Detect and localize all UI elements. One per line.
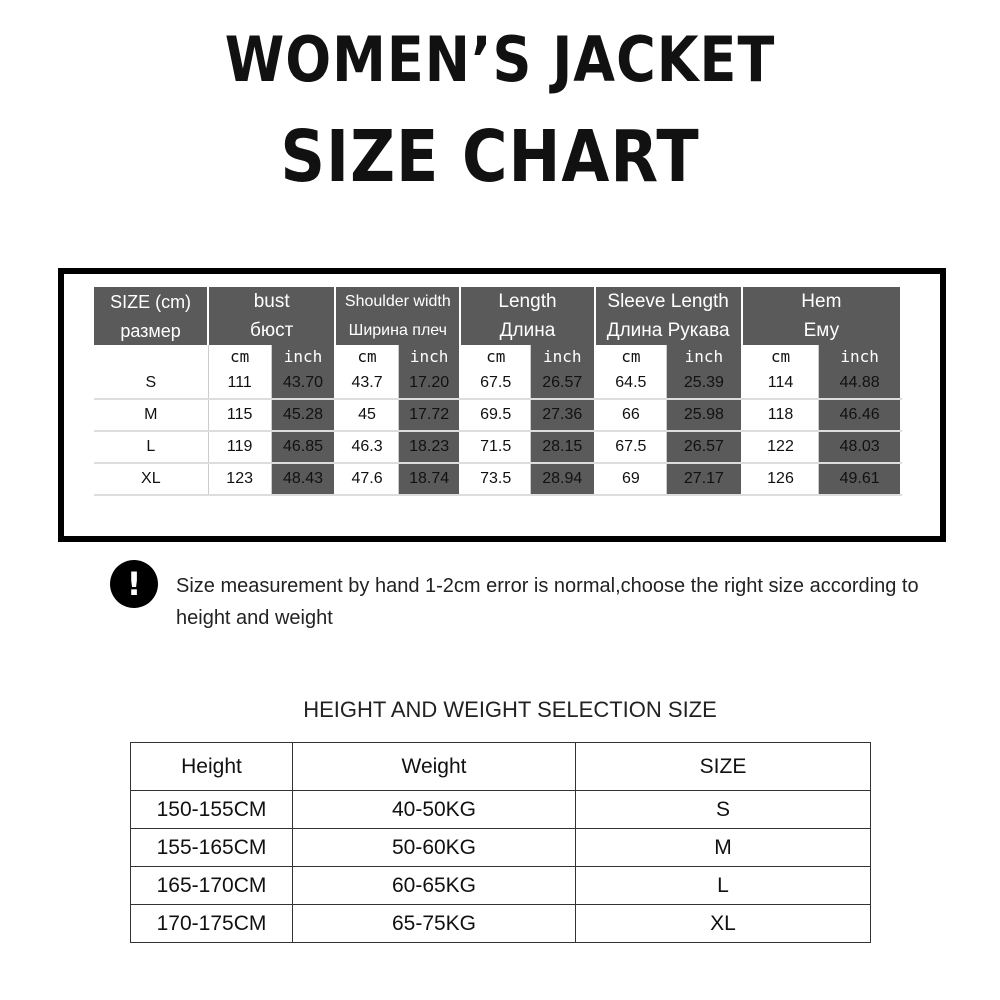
length-inch-cell: 28.94 — [530, 463, 594, 495]
header-length: Length — [460, 287, 594, 317]
unit-inch: inch — [271, 345, 335, 367]
hem-inch-cell: 46.46 — [819, 399, 901, 431]
hem-cm-cell: 122 — [742, 431, 819, 463]
header-hem-ru: Ему — [742, 317, 901, 345]
header-length-ru: Длина — [460, 317, 594, 345]
unit-inch: inch — [398, 345, 460, 367]
shoulder-inch-cell: 17.20 — [398, 367, 460, 399]
table-row — [131, 867, 871, 905]
header-row-ru — [94, 317, 901, 345]
length-cm-cell: 71.5 — [460, 431, 530, 463]
hem-cm-cell: 118 — [742, 399, 819, 431]
height-cell: 155-165CM — [131, 829, 293, 867]
shoulder-inch-cell: 18.74 — [398, 463, 460, 495]
header-hem: Hem — [742, 287, 901, 317]
unit-inch: inch — [819, 345, 901, 367]
shoulder-cm-cell: 45 — [335, 399, 398, 431]
unit-inch: inch — [667, 345, 742, 367]
shoulder-cm-cell: 43.7 — [335, 367, 398, 399]
sleeve-inch-cell: 26.57 — [667, 431, 742, 463]
unit-cm: cm — [208, 345, 271, 367]
length-inch-cell: 28.15 — [530, 431, 594, 463]
bust-cm-cell: 115 — [208, 399, 271, 431]
sleeve-inch-cell: 25.39 — [667, 367, 742, 399]
length-inch-cell: 27.36 — [530, 399, 594, 431]
hw-header-row — [131, 743, 871, 791]
size-cell: S — [576, 791, 871, 829]
table-row — [131, 905, 871, 943]
unit-cm: cm — [335, 345, 398, 367]
hem-inch-cell: 44.88 — [819, 367, 901, 399]
table-row — [94, 463, 901, 495]
weight-cell: 60-65KG — [293, 867, 576, 905]
bust-cm-cell: 111 — [208, 367, 271, 399]
length-inch-cell: 26.57 — [530, 367, 594, 399]
sleeve-cm-cell: 64.5 — [595, 367, 667, 399]
bust-inch-cell: 48.43 — [271, 463, 335, 495]
hem-cm-cell: 126 — [742, 463, 819, 495]
header-shoulder: Shoulder width — [335, 287, 460, 317]
size-cell: L — [576, 867, 871, 905]
unit-cm: cm — [742, 345, 819, 367]
height-cell: 165-170CM — [131, 867, 293, 905]
sleeve-cm-cell: 67.5 — [595, 431, 667, 463]
header-row-en — [94, 287, 901, 317]
table-row — [131, 829, 871, 867]
table-row — [131, 791, 871, 829]
sleeve-inch-cell: 25.98 — [667, 399, 742, 431]
weight-cell: 40-50KG — [293, 791, 576, 829]
header-sleeve: Sleeve Length — [595, 287, 742, 317]
header-size-ru: размер — [94, 317, 208, 345]
unit-cm: cm — [595, 345, 667, 367]
length-cm-cell: 69.5 — [460, 399, 530, 431]
size-cell: XL — [94, 463, 208, 495]
unit-cm: cm — [460, 345, 530, 367]
hw-header-weight: Weight — [293, 743, 576, 791]
hw-header-size: SIZE — [576, 743, 871, 791]
header-shoulder-ru: Ширина плеч — [335, 317, 460, 345]
length-cm-cell: 67.5 — [460, 367, 530, 399]
table-row — [94, 399, 901, 431]
bust-cm-cell: 123 — [208, 463, 271, 495]
hw-header-height: Height — [131, 743, 293, 791]
weight-cell: 50-60KG — [293, 829, 576, 867]
size-cell: M — [576, 829, 871, 867]
measurement-note: Size measurement by hand 1-2cm error is normal,choose the right size according to height and weight — [176, 575, 919, 629]
bust-inch-cell: 45.28 — [271, 399, 335, 431]
table-row — [94, 367, 901, 399]
hem-cm-cell: 114 — [742, 367, 819, 399]
size-cell: M — [94, 399, 208, 431]
height-weight-title: HEIGHT AND WEIGHT SELECTION SIZE — [303, 697, 717, 722]
size-chart-table — [94, 287, 902, 496]
exclamation-icon: ! — [110, 560, 158, 608]
height-cell: 170-175CM — [131, 905, 293, 943]
shoulder-inch-cell: 18.23 — [398, 431, 460, 463]
unit-inch: inch — [530, 345, 594, 367]
unit-blank — [94, 345, 208, 367]
header-bust-ru: бюст — [208, 317, 335, 345]
unit-row — [94, 345, 901, 367]
header-sleeve-ru: Длина Рукава — [595, 317, 742, 345]
height-cell: 150-155CM — [131, 791, 293, 829]
bust-inch-cell: 46.85 — [271, 431, 335, 463]
shoulder-cm-cell: 46.3 — [335, 431, 398, 463]
shoulder-cm-cell: 47.6 — [335, 463, 398, 495]
length-cm-cell: 73.5 — [460, 463, 530, 495]
shoulder-inch-cell: 17.72 — [398, 399, 460, 431]
bust-cm-cell: 119 — [208, 431, 271, 463]
hem-inch-cell: 49.61 — [819, 463, 901, 495]
sleeve-inch-cell: 27.17 — [667, 463, 742, 495]
weight-cell: 65-75KG — [293, 905, 576, 943]
sleeve-cm-cell: 66 — [595, 399, 667, 431]
size-cell: S — [94, 367, 208, 399]
sleeve-cm-cell: 69 — [595, 463, 667, 495]
size-cell: XL — [576, 905, 871, 943]
size-cell: L — [94, 431, 208, 463]
hem-inch-cell: 48.03 — [819, 431, 901, 463]
header-bust: bust — [208, 287, 335, 317]
header-size: SIZE (cm) — [94, 287, 208, 317]
table-row — [94, 431, 901, 463]
height-weight-table — [130, 742, 871, 943]
page-title-line1: WOMEN’S JACKET — [224, 23, 776, 96]
bust-inch-cell: 43.70 — [271, 367, 335, 399]
page-title-line2: SIZE CHART — [280, 114, 700, 199]
